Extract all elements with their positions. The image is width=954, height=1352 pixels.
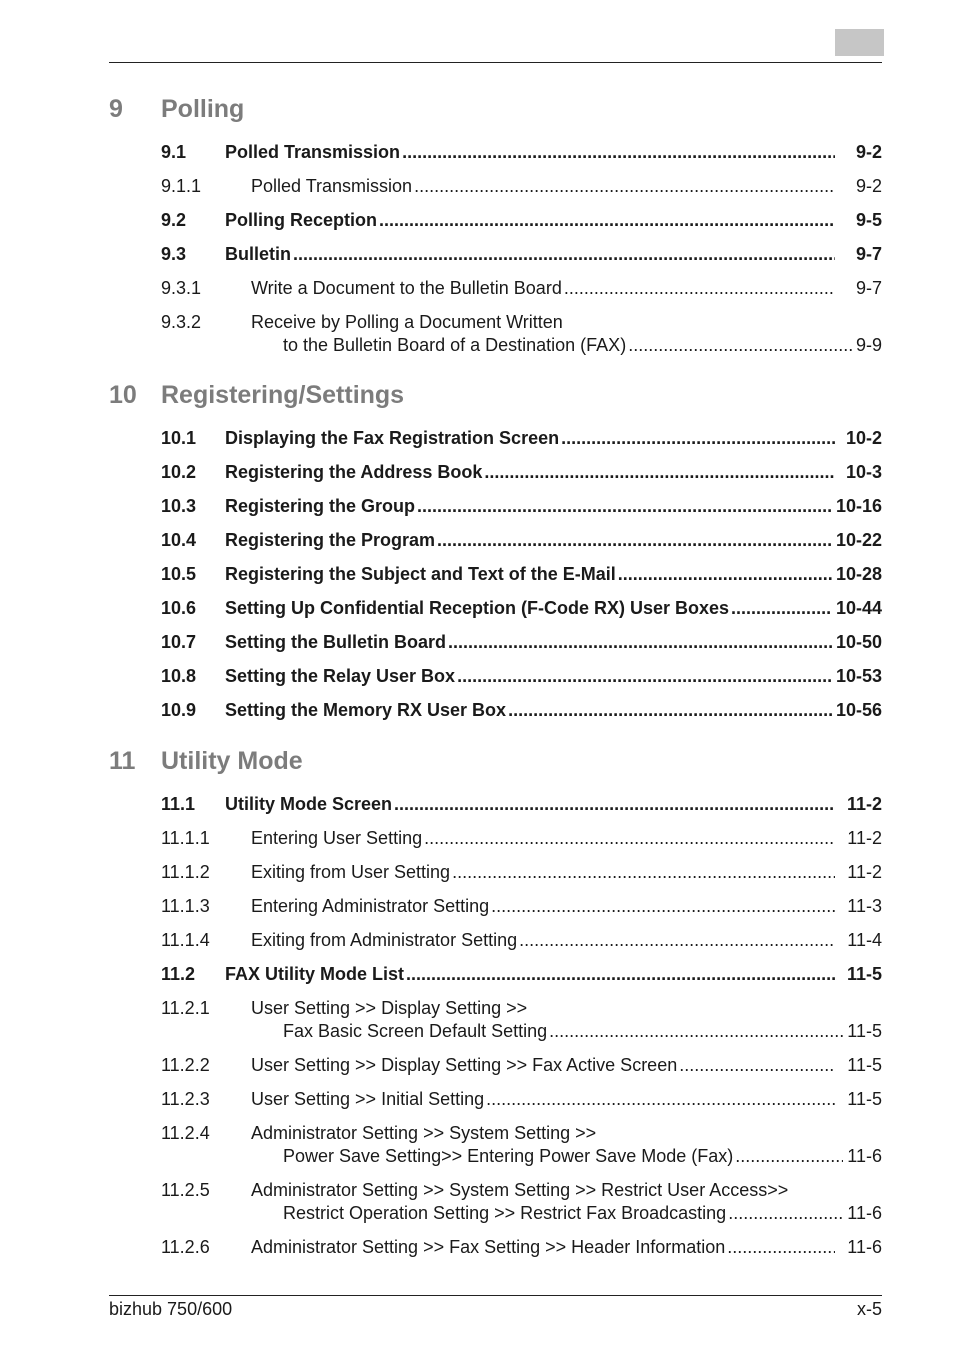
toc-entry-number: 10.6 — [161, 598, 197, 618]
leader-dots — [727, 1236, 835, 1259]
toc-entry-page: 11-4 — [847, 930, 882, 950]
toc-entry[interactable] — [161, 963, 882, 986]
chapter-title: Utility Mode — [161, 747, 303, 775]
toc-entry[interactable] — [161, 929, 882, 952]
toc-entry-number: 9.3 — [161, 244, 187, 264]
toc-entry-number: 10.9 — [161, 700, 197, 720]
toc-entry[interactable] — [161, 529, 882, 552]
chapter-tab-marker — [835, 29, 884, 56]
toc-entry-title: Receive by Polling a Document Written — [251, 312, 563, 332]
toc-entry[interactable] — [161, 1088, 882, 1111]
toc-entry-title: Administrator Setting >> Fax Setting >> Header Information — [251, 1237, 726, 1257]
leader-dots — [417, 495, 832, 518]
toc-entry[interactable] — [161, 311, 882, 357]
toc-entry-number: 10.4 — [161, 530, 197, 550]
leader-dots — [731, 597, 832, 620]
toc-entry-page: 10-50 — [835, 632, 882, 652]
toc-entry-page: 10-16 — [835, 496, 882, 516]
toc-entry-title: Administrator Setting >> System Setting >> Restrict User Access>> — [251, 1180, 789, 1200]
toc-entry-page: 11-2 — [847, 862, 882, 882]
toc-entry-title: Setting the Memory RX User Box — [225, 700, 507, 720]
toc-entry-page: 11-2 — [846, 794, 882, 814]
toc-entry-page: 11-5 — [846, 964, 882, 984]
toc-entry[interactable] — [161, 597, 882, 620]
toc-entry-title: Exiting from User Setting — [251, 862, 451, 882]
leader-dots — [486, 1088, 835, 1111]
chapter-number: 10 — [109, 381, 137, 409]
toc-entry-number: 10.2 — [161, 462, 197, 482]
toc-entry-number: 11.2.2 — [161, 1055, 210, 1075]
leader-dots — [448, 631, 832, 654]
toc-entry-title: Entering Administrator Setting — [251, 896, 490, 916]
toc-entry-title: Polling Reception — [225, 210, 378, 230]
toc-entry-page: 11-2 — [847, 828, 882, 848]
toc-entry-number: 9.2 — [161, 210, 187, 230]
chapter-number: 11 — [109, 747, 136, 775]
toc-entry-title: User Setting >> Display Setting >> — [251, 998, 528, 1018]
toc-entry-number: 10.7 — [161, 632, 197, 652]
toc-entry-number: 11.2.6 — [161, 1237, 210, 1257]
toc-entry-number: 10.1 — [161, 428, 197, 448]
toc-entry-number: 11.2.4 — [161, 1123, 210, 1143]
toc-entry[interactable] — [161, 495, 882, 518]
leader-dots — [628, 334, 852, 357]
toc-entry-number: 11.2.1 — [161, 998, 210, 1018]
toc-entry-number: 11.1.3 — [161, 896, 210, 916]
toc-entry[interactable] — [161, 1236, 882, 1259]
chapter-heading-10 — [109, 381, 404, 410]
toc-entry[interactable] — [161, 277, 882, 300]
toc-entry-title-cont: Restrict Operation Setting >> Restrict Fax Broadcasting — [283, 1203, 727, 1223]
toc-entry-number: 9.1.1 — [161, 176, 202, 196]
leader-dots — [679, 1054, 835, 1077]
toc-entry-number: 11.1 — [161, 794, 196, 814]
leader-dots — [394, 793, 835, 816]
leader-dots — [437, 529, 832, 552]
toc-entry-title-cont: Power Save Setting>> Entering Power Save Mode (Fax) — [283, 1146, 734, 1166]
toc-entry-number: 11.2 — [161, 964, 196, 984]
toc-entry-page: 9-2 — [855, 142, 882, 162]
toc-entry[interactable] — [161, 563, 882, 586]
leader-dots — [406, 963, 835, 986]
leader-dots — [508, 699, 832, 722]
toc-entry[interactable] — [161, 1054, 882, 1077]
toc-entry-page: 10-2 — [845, 428, 882, 448]
toc-entry[interactable] — [161, 631, 882, 654]
toc-entry-page: 10-53 — [835, 666, 882, 686]
leader-dots — [561, 427, 835, 450]
toc-entry-page: 11-3 — [847, 896, 882, 916]
toc-entry-page: 9-2 — [855, 176, 882, 196]
toc-entry[interactable] — [161, 175, 882, 198]
toc-entry[interactable] — [161, 827, 882, 850]
leader-dots — [457, 665, 832, 688]
toc-entry-title: Setting the Bulletin Board — [225, 632, 447, 652]
toc-entry-number: 10.3 — [161, 496, 197, 516]
toc-entry[interactable] — [161, 699, 882, 722]
leader-dots — [379, 209, 835, 232]
toc-entry[interactable] — [161, 1179, 882, 1225]
toc-entry-page: 9-9 — [855, 335, 882, 355]
toc-entry-title: Bulletin — [225, 244, 291, 264]
toc-entry[interactable] — [161, 665, 882, 688]
toc-entry-page: 11-5 — [847, 1021, 882, 1041]
toc-entry-title: Registering the Group — [225, 496, 416, 516]
toc-entry-page: 11-6 — [847, 1146, 882, 1166]
chapter-title: Polling — [161, 95, 245, 123]
toc-entry-number: 11.2.5 — [161, 1180, 210, 1200]
toc-entry[interactable] — [161, 461, 882, 484]
toc-entry-title: Write a Document to the Bulletin Board — [251, 278, 562, 298]
leader-dots — [728, 1202, 843, 1225]
footer-product: bizhub 750/600 — [109, 1299, 233, 1319]
toc-entry-title: Administrator Setting >> System Setting >> — [251, 1123, 597, 1143]
leader-dots — [491, 895, 835, 918]
toc-entry-title-cont: to the Bulletin Board of a Destination (FAX) — [283, 335, 627, 355]
toc-entry[interactable] — [161, 243, 882, 266]
toc-entry-number: 11.1.1 — [161, 828, 210, 848]
toc-entry-number: 11.1.4 — [161, 930, 210, 950]
toc-entry-title: Registering the Subject and Text of the E-Mail — [225, 564, 616, 584]
toc-entry[interactable] — [161, 427, 882, 450]
toc-entry-page: 11-5 — [847, 1055, 882, 1075]
footer-rule — [109, 1295, 882, 1296]
toc-entry-title: Exiting from Administrator Setting — [251, 930, 518, 950]
toc-entry[interactable] — [161, 861, 882, 884]
toc-entry-title: User Setting >> Initial Setting — [251, 1089, 485, 1109]
toc-entry-number: 10.5 — [161, 564, 197, 584]
leader-dots — [564, 277, 835, 300]
toc-entry-page: 11-6 — [847, 1237, 882, 1257]
toc-entry-title: Setting Up Confidential Reception (F-Code RX) User Boxes — [225, 598, 730, 618]
toc-entry-number: 10.8 — [161, 666, 197, 686]
toc-entry[interactable] — [161, 1122, 882, 1168]
toc-entry-title: Setting the Relay User Box — [225, 666, 456, 686]
toc-entry-title: Registering the Program — [225, 530, 436, 550]
chapter-heading-11 — [109, 747, 303, 776]
toc-entry-page: 10-56 — [835, 700, 882, 720]
toc-entry-page: 9-5 — [855, 210, 882, 230]
toc-entry-page: 11-6 — [847, 1203, 882, 1223]
leader-dots — [549, 1020, 843, 1043]
toc-entry-page: 9-7 — [855, 278, 882, 298]
toc-entry-page: 10-22 — [835, 530, 882, 550]
chapter-heading-9 — [109, 95, 244, 124]
toc-entry-page: 11-5 — [847, 1089, 882, 1109]
leader-dots — [519, 929, 835, 952]
toc-entry-page: 10-28 — [835, 564, 882, 584]
toc-entry[interactable] — [161, 209, 882, 232]
leader-dots — [402, 141, 835, 164]
chapter-number: 9 — [109, 95, 123, 123]
toc-entry-number: 9.1 — [161, 142, 187, 162]
toc-entry[interactable] — [161, 997, 882, 1043]
toc-entry-number: 9.3.2 — [161, 312, 202, 332]
leader-dots — [618, 563, 832, 586]
toc-entry-page: 9-7 — [855, 244, 882, 264]
toc-entry-title: Entering User Setting — [251, 828, 423, 848]
toc-entry-title: Displaying the Fax Registration Screen — [225, 428, 560, 448]
footer-page-number: x-5 — [856, 1299, 882, 1319]
toc-entry[interactable] — [161, 895, 882, 918]
toc-entry-title-cont: Fax Basic Screen Default Setting — [283, 1021, 548, 1041]
toc-entry-page: 10-44 — [835, 598, 882, 618]
toc-entry-title: FAX Utility Mode List — [225, 964, 405, 984]
toc-entry-number: 11.2.3 — [161, 1089, 210, 1109]
chapter-title: Registering/Settings — [161, 381, 405, 409]
toc-entry-title: User Setting >> Display Setting >> Fax Active Screen — [251, 1055, 678, 1075]
toc-entry-number: 11.1.2 — [161, 862, 210, 882]
leader-dots — [484, 461, 835, 484]
toc-entry-page: 10-3 — [845, 462, 882, 482]
toc-entry-title: Polled Transmission — [251, 176, 413, 196]
toc-entry-title: Polled Transmission — [225, 142, 401, 162]
leader-dots — [293, 243, 835, 266]
leader-dots — [735, 1145, 843, 1168]
leader-dots — [452, 861, 835, 884]
leader-dots — [424, 827, 835, 850]
leader-dots — [414, 175, 835, 198]
toc-entry-number: 9.3.1 — [161, 278, 202, 298]
toc-entry[interactable] — [161, 141, 882, 164]
toc-entry[interactable] — [161, 793, 882, 816]
toc-entry-title: Utility Mode Screen — [225, 794, 393, 814]
header-rule — [109, 62, 882, 63]
toc-entry-title: Registering the Address Book — [225, 462, 483, 482]
